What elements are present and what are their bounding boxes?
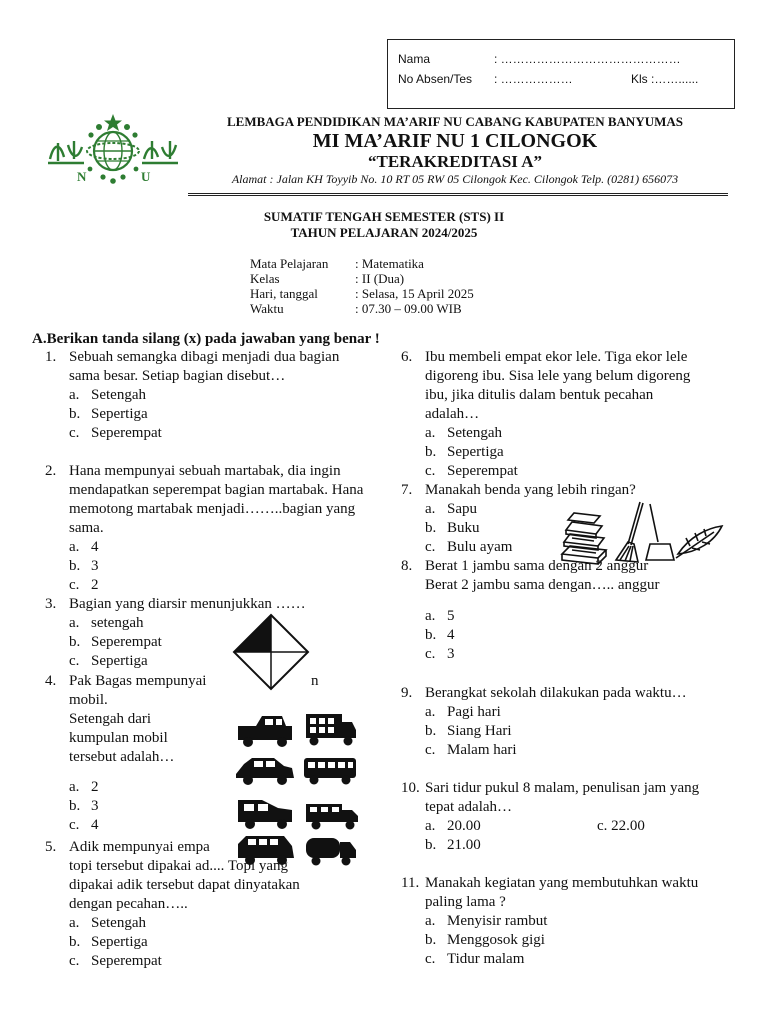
question-5-line-4: dengan pecahan….. — [69, 896, 188, 912]
option-a[interactable]: a. Pagi hari — [425, 704, 501, 720]
option-c[interactable]: c. Seperempat — [69, 425, 162, 441]
question-10: 10. Sari tidur pukul 8 malam, penulisan jam yang tepat adalah… a. 20.00 b. 21.00 — [401, 779, 721, 855]
question-11: 11. Manakah kegiatan yang membutuhkan waktu paling lama ? a. Menyisir rambut b. Menggosok gigi c. Tidur malam — [401, 874, 721, 969]
option-a[interactable]: a. Setengah — [69, 387, 146, 403]
kelas-field[interactable]: Kls :……...... — [631, 72, 699, 86]
option-a[interactable]: a. Setengah — [425, 425, 502, 441]
question-4-line-1: Pak Bagas mempunyai — [69, 673, 207, 689]
nama-label: Nama — [398, 52, 431, 66]
question-9-text: Berangkat sekolah dilakukan pada waktu… — [425, 685, 687, 701]
question-1-text: Sebuah semangka dibagi menjadi dua bagian sama besar. Setiap bagian disebut… — [69, 349, 340, 384]
option-c[interactable]: c. Malam hari — [425, 742, 517, 758]
question-4-line-3: Setengah dari — [69, 711, 152, 727]
question-7-text: Manakah benda yang lebih ringan? — [425, 482, 636, 498]
meta-subject-label: Mata Pelajaran — [250, 256, 329, 271]
section-a-heading: A.Berikan tanda silang (x) pada jawaban yang benar ! — [32, 331, 380, 347]
option-b[interactable]: b. Sepertiga — [69, 406, 148, 422]
question-8-line-1: Berat 1 jambu sama dengan 2 anggur — [425, 558, 649, 574]
option-c[interactable]: c. 4 — [69, 817, 99, 833]
question-2-text: Hana mempunyai sebuah martabak, dia ingin mendapatkan seperempat bagian martabak. Hana memotong martabak menjadi……..bagian yang sama. — [69, 463, 364, 536]
accreditation: “TERAKREDITASI A” — [368, 152, 542, 171]
option-b[interactable]: b. 21.00 — [425, 837, 481, 853]
meta-class-label: Kelas — [250, 271, 280, 286]
question-5-line-2: topi tersebut dipakai ad.... Topi yang — [69, 858, 289, 874]
option-b[interactable]: b. Siang Hari — [425, 723, 512, 739]
question-1: 1. Sebuah semangka dibagi menjadi dua bagian sama besar. Setiap bagian disebut… a. Setengah b. Sepertiga c. Seperempat — [45, 348, 365, 443]
option-b[interactable]: b. Sepertiga — [425, 444, 504, 460]
nama-field[interactable]: : ……………………………………… — [494, 52, 681, 66]
question-3: 3. Bagian yang diarsir menunjukkan …… a. setengah b. Seperempat c. Sepertiga — [45, 595, 385, 671]
option-a[interactable]: a. 4 — [69, 539, 99, 555]
exam-year: TAHUN PELAJARAN 2024/2025 — [290, 225, 478, 240]
option-c[interactable]: c. Sepertiga — [69, 653, 148, 669]
option-b[interactable]: b. 3 — [69, 798, 99, 814]
option-b[interactable]: b. 3 — [69, 558, 99, 574]
logo-letter-u: U — [141, 169, 151, 184]
option-b[interactable]: b. Seperempat — [69, 634, 162, 650]
option-b[interactable]: b. Buku — [425, 520, 480, 536]
nu-logo — [44, 113, 182, 189]
objects-figure — [558, 498, 724, 566]
option-c[interactable]: c. 3 — [425, 646, 455, 662]
option-a[interactable]: a. 2 — [69, 779, 99, 795]
option-a[interactable]: a. 20.00 — [425, 818, 481, 834]
question-5-line-3: dipakai adik tersebut dapat dinyatakan — [69, 877, 300, 893]
header-divider — [188, 193, 728, 196]
question-2: 2. Hana mempunyai sebuah martabak, dia ingin mendapatkan seperempat bagian martabak. Hana memotong martabak menjadi……..bagian yang sama. a. 4 b. 3 c. 2 — [45, 463, 364, 593]
shaded-diamond-figure — [232, 613, 310, 691]
question-11-text: Manakah kegiatan yang membutuhkan waktu paling lama ? — [425, 875, 699, 910]
identity-box — [387, 39, 735, 109]
institution-name: LEMBAGA PENDIDIKAN MA’ARIF NU CABANG KABUPATEN BANYUMAS — [227, 114, 683, 129]
question-5-line-1: Adik mempunyai empa — [69, 839, 210, 855]
absen-field[interactable]: : ……………… — [494, 72, 573, 86]
question-6-text: Ibu membeli empat ekor lele. Tiga ekor lele digoreng ibu. Sisa lele yang belum digoreng ibu, jika ditulis dalam bentuk pecahan adalah… — [425, 349, 691, 422]
exam-title: SUMATIF TENGAH SEMESTER (STS) II — [263, 209, 505, 224]
question-4-line-5: tersebut adalah… — [69, 749, 175, 765]
question-8-line-2: Berat 2 jambu sama dengan….. anggur — [425, 577, 660, 593]
option-b[interactable]: b. 4 — [425, 627, 455, 643]
meta-time-label: Waktu — [250, 301, 284, 316]
school-name: MI MA’ARIF NU 1 CILONGOK — [312, 130, 598, 152]
question-4: 4. Pak Bagas mempunyai mobil. Setengah dari kumpulan mobil tersebut adalah… a. 2 b. 3 c. 4 — [45, 672, 235, 835]
option-c[interactable]: c. Seperempat — [69, 953, 162, 969]
option-a[interactable]: a. setengah — [69, 615, 144, 631]
question-4-line-4: kumpulan mobil — [69, 730, 168, 746]
option-b[interactable]: b. Sepertiga — [69, 934, 148, 950]
question-4-fragment: n — [311, 673, 319, 689]
option-b[interactable]: b. Menggosok gigi — [425, 932, 545, 948]
meta-time-value: : 07.30 – 09.00 WIB — [355, 301, 462, 316]
option-c[interactable]: c. Bulu ayam — [425, 539, 513, 555]
meta-date-label: Hari, tanggal — [250, 286, 318, 301]
option-c[interactable]: c. Tidur malam — [425, 951, 525, 967]
option-a[interactable]: a. Sapu — [425, 501, 477, 517]
option-a[interactable]: a. Menyisir rambut — [425, 913, 548, 929]
meta-date-value: : Selasa, 15 April 2025 — [355, 286, 474, 301]
option-a[interactable]: a. 5 — [425, 608, 455, 624]
option-a[interactable]: a. Setengah — [69, 915, 146, 931]
question-9: 9. Berangkat sekolah dilakukan pada waktu… a. Pagi hari b. Siang Hari c. Malam hari — [401, 684, 711, 760]
question-5: 5. Adik mempunyai empa topi tersebut dipakai ad.... Topi yang dipakai adik tersebut dapat dinyatakan dengan pecahan….. a. Setengah b. Sepertiga c. Seperempat — [45, 838, 365, 971]
question-6: 6. Ibu membeli empat ekor lele. Tiga ekor lele digoreng ibu. Sisa lele yang belum digoreng ibu, jika ditulis dalam bentuk pecahan adalah… a. Setengah b. Sepertiga c. Seperempat — [401, 348, 711, 481]
question-4-line-2: mobil. — [69, 692, 108, 708]
option-c[interactable]: c. 2 — [69, 577, 99, 593]
question-7: 7. Manakah benda yang lebih ringan? a. Sapu b. Buku c. Bulu ayam — [401, 481, 721, 557]
logo-letter-n: N — [77, 169, 87, 184]
option-c[interactable]: c. 22.00 — [597, 818, 645, 834]
question-3-text: Bagian yang diarsir menunjukkan …… — [69, 596, 306, 612]
school-address: Alamat : Jalan KH Toyyib No. 10 RT 05 RW 05 Cilongok Kec. Cilongok Telp. (0281) 656073 — [231, 172, 679, 186]
question-10-text: Sari tidur pukul 8 malam, penulisan jam yang tepat adalah… — [425, 780, 700, 815]
absen-label: No Absen/Tes — [398, 72, 473, 86]
question-8: 8. Berat 1 jambu sama dengan 2 anggur Berat 2 jambu sama dengan….. anggur a. 5 b. 4 c. 3 — [401, 557, 741, 664]
option-c[interactable]: c. Seperempat — [425, 463, 518, 479]
meta-subject-value: : Matematika — [355, 256, 424, 271]
meta-class-value: : II (Dua) — [355, 271, 405, 286]
